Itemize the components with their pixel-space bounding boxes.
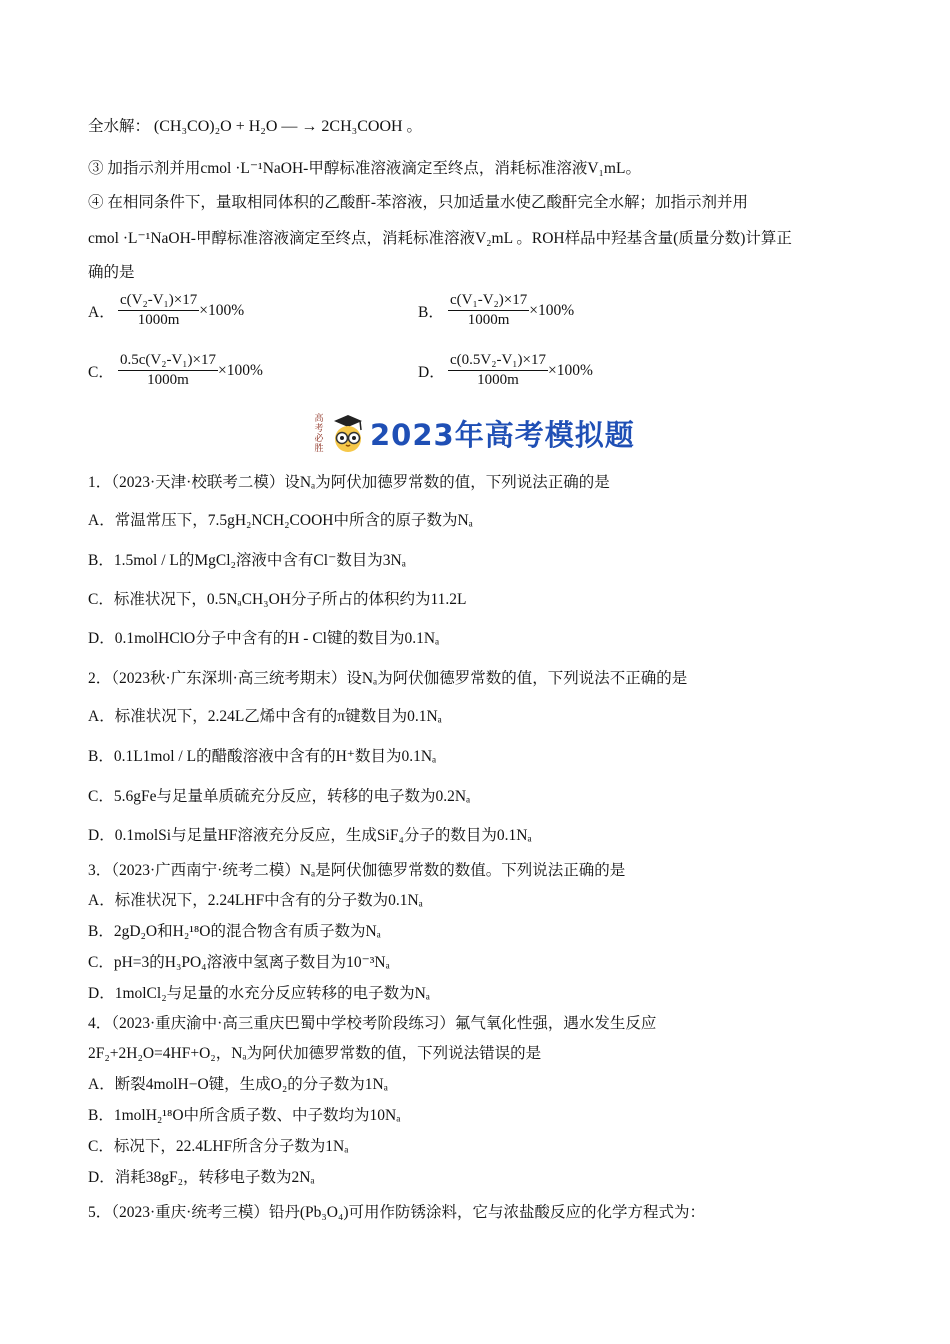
seal-char: 必 [314, 433, 324, 443]
q2-option-d: D．0.1molSi与足量HF溶液充分反应，生成SiF₄分子的数目为0.1Nₐ [88, 827, 532, 844]
fraction [448, 292, 529, 329]
banner-title: 2023年高考模拟题 [370, 417, 635, 452]
numerator: c(0.5V₂-V₁)×17 [448, 352, 548, 371]
q2-option-b: B．0.1L1mol / L的醋酸溶液中含有的H⁺数目为0.1Nₐ [88, 748, 437, 765]
choice-letter: B． [418, 303, 444, 321]
intro-prefix: 全水解： [88, 118, 151, 135]
intro-line-1 [88, 116, 422, 138]
q5-stem: 5．（2023·重庆·统考三模）铅丹(Pb₃O₄)可用作防锈涂料，它与浓盐酸反应的化学方程式为： [88, 1204, 706, 1221]
choice-c [88, 352, 263, 389]
choice-d [418, 352, 593, 389]
q3-option-b: B．2gD₂O和H₂¹⁸O的混合物含有质子数为Nₐ [88, 923, 381, 940]
step-4a: ④ 在相同条件下，量取相同体积的乙酸酐-苯溶液，只加适量水使乙酸酐完全水解；加指示剂并用 [88, 194, 749, 211]
denominator: 1000m [467, 312, 510, 328]
fraction [118, 352, 218, 389]
q3-option-a: A．标准状况下，2.24LHF中含有的分子数为0.1Nₐ [88, 892, 423, 909]
percent-tail: ×100% [199, 301, 245, 319]
section-banner [308, 410, 635, 456]
choice-b [418, 292, 574, 329]
q1-stem: 1．（2023·天津·校联考二模）设Nₐ为阿伏加德罗常数的值，下列说法正确的是 [88, 474, 610, 491]
denominator: 1000m [147, 372, 189, 388]
q1-option-c: C．标准状况下，0.5NₐCH₃OH分子所占的体积约为11.2L [88, 591, 467, 608]
step-3: ③ 加指示剂并用cmol ·L⁻¹NaOH-甲醇标准溶液滴定至终点，消耗标准溶液V₁mL。 [88, 160, 641, 177]
seal-logo [308, 411, 330, 455]
numerator: 0.5c(V₂-V₁)×17 [118, 352, 218, 371]
seal-char: 高 [314, 413, 324, 423]
fraction [118, 292, 199, 329]
hydrolysis-equation: (CH₃CO)₂O + H₂O — → 2CH₃COOH [153, 118, 403, 135]
q4-stem-2: 2F₂+2H₂O=4HF+O₂，Nₐ为阿伏加德罗常数的值，下列说法错误的是 [88, 1045, 542, 1062]
intro-suffix: 。 [406, 118, 422, 135]
percent-tail: ×100% [547, 361, 593, 379]
numerator: c(V₁-V₂)×17 [448, 292, 529, 311]
q3-option-c: C．pH=3的H₃PO₄溶液中氢离子数目为10⁻³Nₐ [88, 954, 390, 971]
choice-a [88, 292, 244, 329]
numerator: c(V₂-V₁)×17 [118, 292, 199, 311]
step-4c: 确的是 [88, 264, 135, 281]
q2-option-a: A．标准状况下，2.24L乙烯中含有的π键数目为0.1Nₐ [88, 708, 442, 725]
percent-tail: ×100% [529, 301, 575, 319]
choice-letter: D． [418, 363, 445, 381]
fraction [448, 352, 548, 389]
q4-stem-1: 4．（2023·重庆渝中·高三重庆巴蜀中学校考阶段练习）氟气氧化性强，遇水发生反应 [88, 1015, 657, 1032]
q4-option-c: C．标况下，22.4LHF所含分子数为1Nₐ [88, 1138, 349, 1155]
choice-letter: C． [88, 363, 114, 381]
q2-stem: 2．（2023秋·广东深圳·高三统考期末）设Nₐ为阿伏伽德罗常数的值，下列说法不正确的是 [88, 670, 688, 687]
q4-option-b: B．1molH₂¹⁸O中所含质子数、中子数均为10Nₐ [88, 1107, 401, 1124]
step-4b: cmol ·L⁻¹NaOH-甲醇标准溶液滴定至终点，消耗标准溶液V₂mL 。ROH样品中羟基含量(质量分数)计算正 [88, 230, 792, 247]
q4-option-d: D．消耗38gF₂，转移电子数为2Nₐ [88, 1169, 315, 1186]
denominator: 1000m [477, 372, 519, 388]
q1-option-b: B．1.5mol / L的MgCl₂溶液中含有Cl⁻数目为3Nₐ [88, 552, 406, 569]
owl-mascot-icon [330, 413, 366, 453]
q1-option-a: A．常温常压下，7.5gH₂NCH₂COOH中所含的原子数为Nₐ [88, 512, 473, 529]
q3-stem: 3．（2023·广西南宁·统考二模）Nₐ是阿伏伽德罗常数的数值。下列说法正确的是 [88, 862, 626, 879]
q4-option-a: A．断裂4molH−O键，生成O₂的分子数为1Nₐ [88, 1076, 388, 1093]
q2-option-c: C．5.6gFe与足量单质硫充分反应，转移的电子数为0.2Nₐ [88, 788, 471, 805]
q1-option-d: D．0.1molHClO分子中含有的H - Cl键的数目为0.1Nₐ [88, 630, 440, 647]
percent-tail: ×100% [217, 361, 263, 379]
denominator: 1000m [137, 312, 180, 328]
seal-char: 胜 [314, 443, 324, 453]
q3-option-d: D．1molCl₂与足量的水充分反应转移的电子数为Nₐ [88, 985, 431, 1002]
seal-char: 考 [314, 423, 324, 433]
choice-letter: A． [88, 303, 115, 321]
